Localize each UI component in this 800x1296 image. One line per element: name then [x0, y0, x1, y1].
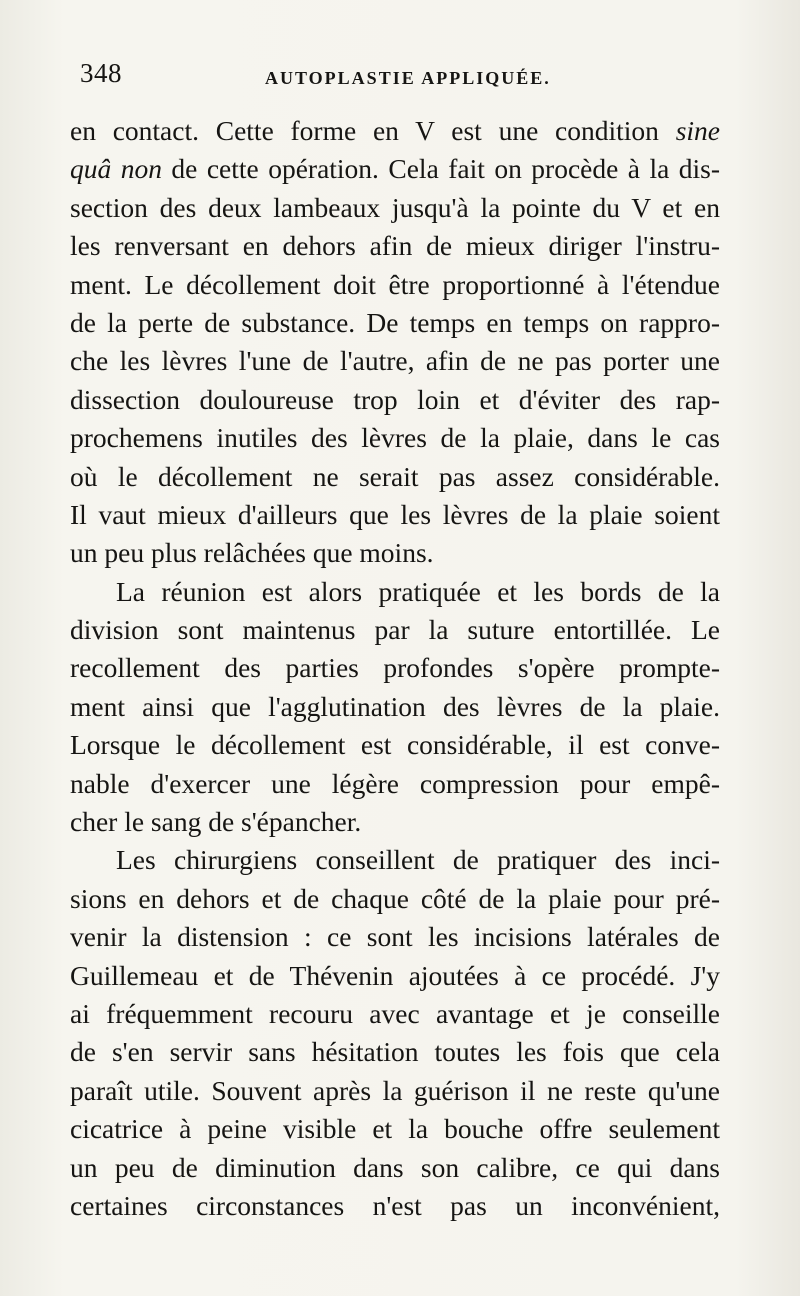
text-line: recollement des parties profondes s'opère prompte- — [70, 652, 720, 684]
text-line: prochemens inutiles des lèvres de la plaie, dans le cas — [70, 422, 720, 454]
text-line: sions en dehors et de chaque côté de la plaie pour pré- — [70, 882, 720, 914]
text-line: section des deux lambeaux jusqu'à la pointe du V et en — [70, 191, 720, 223]
text-line: cicatrice à peine visible et la bouche offre seulement — [70, 1113, 720, 1145]
text-line: quâ non de cette opération. Cela fait on procède à la dis- — [70, 153, 720, 185]
running-title: AUTOPLASTIE APPLIQUÉE. — [265, 68, 551, 88]
text-line: certaines circonstances n'est pas un inconvénient, — [70, 1189, 720, 1221]
page-header — [80, 58, 720, 98]
text-line: dissection douloureuse trop loin et d'éviter des rap- — [70, 383, 720, 415]
paragraph-first-line: La réunion est alors pratiquée et les bords de la — [116, 575, 720, 607]
text-line: ai fréquemment recouru avec avantage et je conseille — [70, 997, 720, 1029]
text-line: Lorsque le décollement est considérable, il est conve- — [70, 729, 720, 761]
page-number: 348 — [80, 58, 122, 88]
text-line: nable d'exercer une légère compression pour empê- — [70, 767, 720, 799]
text-line: Il vaut mieux d'ailleurs que les lèvres de la plaie soient — [70, 498, 720, 530]
text-line: venir la distension : ce sont les incisions latérales de — [70, 921, 720, 953]
text-line: un peu de diminution dans son calibre, ce qui dans — [70, 1151, 720, 1183]
text-line: en contact. Cette forme en V est une condition sine — [70, 115, 720, 146]
text-line: Guillemeau et de Thévenin ajoutées à ce procédé. J'y — [70, 959, 720, 991]
text-line: cher le sang de s'épancher. — [70, 806, 362, 838]
text-line: ment ainsi que l'agglutination des lèvres de la plaie. — [70, 690, 720, 722]
text-line: che les lèvres l'une de l'autre, afin de ne pas porter une — [70, 345, 720, 377]
text-line: division sont maintenus par la suture entortillée. Le — [70, 614, 720, 646]
text-line: les renversant en dehors afin de mieux diriger l'instru- — [70, 230, 720, 262]
text-line: ment. Le décollement doit être proportionné à l'étendue — [70, 268, 720, 300]
text-line: un peu plus relâchées que moins. — [70, 537, 434, 569]
body-text — [70, 112, 720, 1225]
paragraph-first-line: Les chirurgiens conseillent de pratiquer des inci- — [116, 844, 720, 876]
text-line: de la perte de substance. De temps en temps on rappro- — [70, 306, 720, 338]
text-line: de s'en servir sans hésitation toutes les fois que cela — [70, 1036, 720, 1068]
text-line: où le décollement ne serait pas assez considérable. — [70, 460, 720, 492]
text-line: paraît utile. Souvent après la guérison il ne reste qu'une — [70, 1074, 720, 1106]
